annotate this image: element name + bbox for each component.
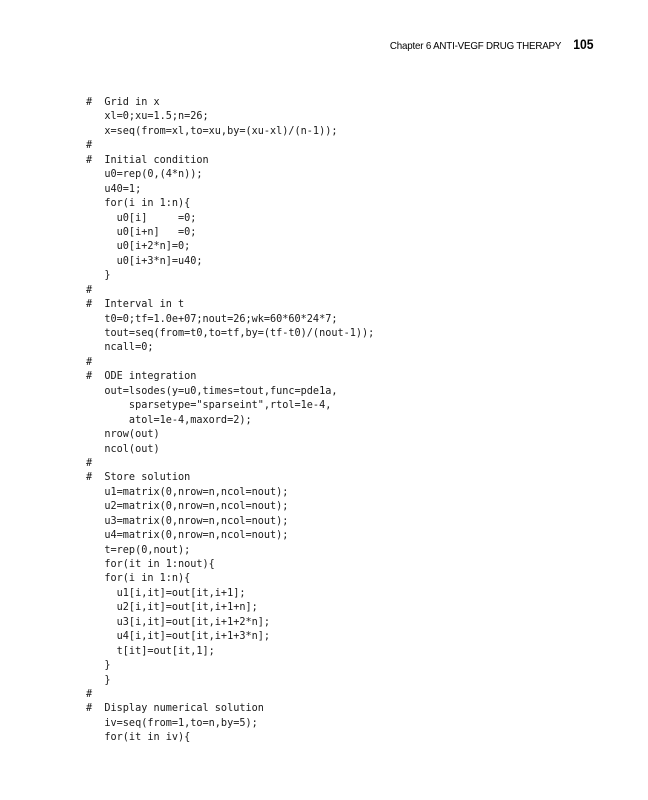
code-line: for(it in iv){ xyxy=(86,732,191,744)
code-line: u2[i,it]=out[it,i+1+n]; xyxy=(86,602,258,614)
code-line: t[it]=out[it,1]; xyxy=(86,645,215,657)
code-line: u0[i+2*n]=0; xyxy=(86,241,191,253)
code-line: for(i in 1:n){ xyxy=(86,573,191,585)
code-line: ncol(out) xyxy=(86,443,160,455)
running-header xyxy=(0,36,594,54)
code-line: ncall=0; xyxy=(86,342,154,354)
code-line: t0=0;tf=1.0e+07;nout=26;wk=60*60*24*7; xyxy=(86,313,338,325)
code-line: # xyxy=(86,356,93,368)
code-line: iv=seq(from=1,to=n,by=5); xyxy=(86,717,258,729)
code-line: # xyxy=(86,140,93,152)
code-line: # Display numerical solution xyxy=(86,703,264,715)
code-line: u3[i,it]=out[it,i+1+2*n]; xyxy=(86,616,271,628)
code-line: # xyxy=(86,284,93,296)
code-line: u1=matrix(0,nrow=n,ncol=nout); xyxy=(86,486,289,498)
code-line: u40=1; xyxy=(86,183,142,195)
code-line: # Interval in t xyxy=(86,299,185,311)
code-line: for(i in 1:n){ xyxy=(86,198,191,210)
code-line: t=rep(0,nout); xyxy=(86,544,191,556)
code-line: # Store solution xyxy=(86,472,191,484)
code-line: atol=1e-4,maxord=2); xyxy=(86,414,252,426)
code-line: out=lsodes(y=u0,times=tout,func=pde1a, xyxy=(86,385,338,397)
code-line: } xyxy=(86,674,111,686)
chapter-title: Chapter 6 ANTI-VEGF DRUG THERAPY xyxy=(389,40,562,52)
code-line: u3=matrix(0,nrow=n,ncol=nout); xyxy=(86,515,289,527)
code-line: xl=0;xu=1.5;n=26; xyxy=(86,111,209,123)
code-line: u0[i+3*n]=u40; xyxy=(86,255,203,267)
code-line: # ODE integration xyxy=(86,371,197,383)
code-line: } xyxy=(86,660,111,672)
code-line: for(it in 1:nout){ xyxy=(86,559,215,570)
code-line: u2=matrix(0,nrow=n,ncol=nout); xyxy=(86,501,289,513)
code-line: nrow(out) xyxy=(86,429,160,441)
code-listing xyxy=(86,96,374,746)
code-line: x=seq(from=xl,to=xu,by=(xu-xl)/(n-1)); xyxy=(86,125,338,137)
code-line: u1[i,it]=out[it,i+1]; xyxy=(86,587,246,599)
code-line: } xyxy=(86,270,111,282)
code-line: # xyxy=(86,688,93,700)
page-number: 105 xyxy=(573,37,594,52)
code-line: tout=seq(from=t0,to=tf,by=(tf-t0)/(nout-1)); xyxy=(86,328,375,339)
code-line: u4=matrix(0,nrow=n,ncol=nout); xyxy=(86,530,289,542)
code-line: u0[i+n] =0; xyxy=(86,226,197,238)
code-line: # Grid in x xyxy=(86,97,160,108)
code-line: u0=rep(0,(4*n)); xyxy=(86,169,203,181)
code-line: # Initial condition xyxy=(86,154,209,166)
code-line: u0[i] =0; xyxy=(86,212,197,224)
code-line: u4[i,it]=out[it,i+1+3*n]; xyxy=(86,631,271,643)
code-line: sparsetype="sparseint",rtol=1e-4, xyxy=(86,400,332,412)
code-line: # xyxy=(86,457,93,469)
